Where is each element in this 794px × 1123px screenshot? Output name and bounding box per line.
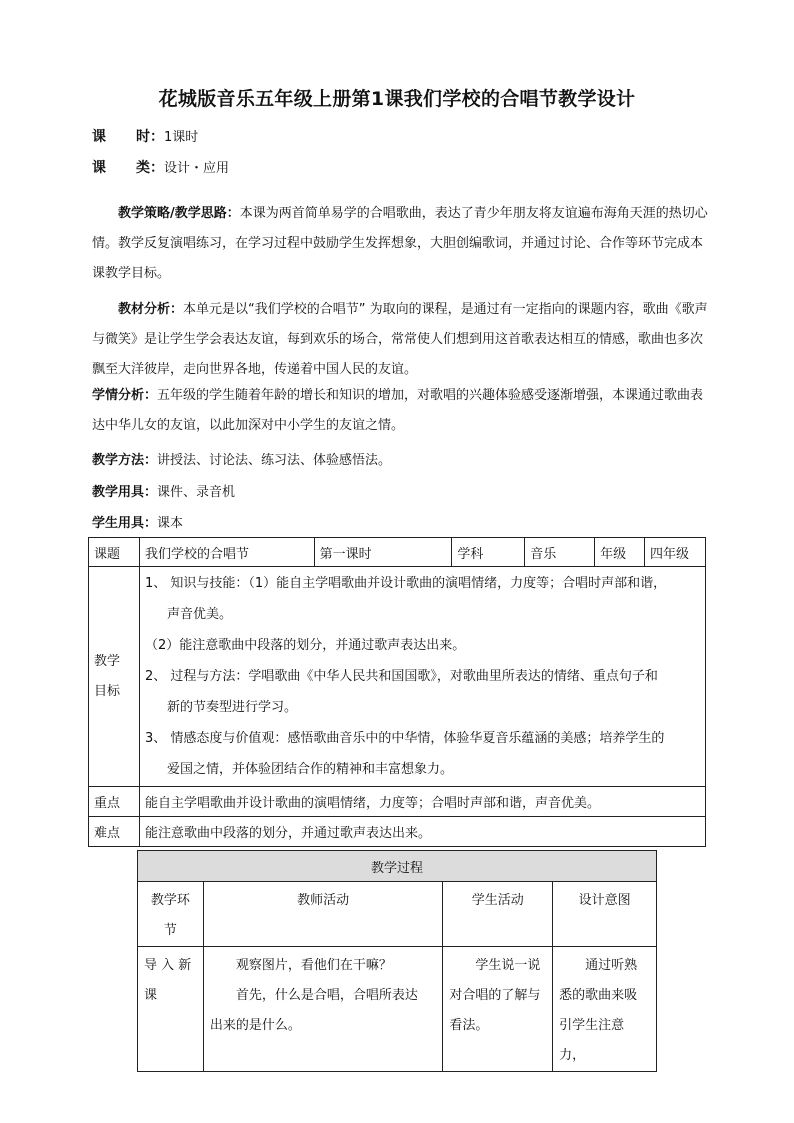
grade-label: 年级 bbox=[595, 538, 645, 567]
objectives-label: 教学目标 bbox=[89, 567, 140, 787]
student-tools-text: 课本 bbox=[157, 516, 184, 531]
topic-label: 课题 bbox=[89, 538, 140, 567]
process-row-intro bbox=[138, 947, 657, 1072]
col-student-activity: 学生活动 bbox=[443, 882, 553, 947]
difficulty-row bbox=[89, 817, 706, 847]
teaching-process-table bbox=[137, 850, 657, 1072]
material-text: 本单元是以“我们学校的合唱节” 为取向的课程，是通过有一定指向的课题内容，歌曲《歌声与微笑》是让学生学会表达友谊，每到欢乐的场合，常常使人们想到用这首歌表达相互的情感，歌曲也多次飘至大洋彼岸，走向世界各地，传递着中国人民的友谊。 bbox=[92, 302, 708, 377]
student-activity-cell: 学生说一说 对合唱的了解与 看法。 bbox=[443, 947, 553, 1072]
col-design-intent: 设计意图 bbox=[553, 882, 657, 947]
strategy-heading: 教学策略/教学思路： bbox=[118, 206, 240, 221]
methods-heading: 教学方法： bbox=[92, 453, 158, 468]
col-teacher-activity: 教师活动 bbox=[203, 882, 442, 947]
class-hours-label-a: 课 bbox=[92, 129, 106, 145]
key-point-label: 重点 bbox=[89, 787, 140, 817]
document-title: 花城版音乐五年级上册第1课我们学校的合唱节教学设计 bbox=[158, 88, 636, 110]
difficulty-label: 难点 bbox=[89, 817, 140, 847]
period-value: 第一课时 bbox=[314, 538, 452, 567]
material-heading: 教材分析： bbox=[118, 302, 184, 317]
teacher-activity-cell: 观察图片，看他们在干嘛？ 首先，什么是合唱，合唱所表达 出来的是什么。 bbox=[203, 947, 442, 1072]
subject-value: 音乐 bbox=[525, 538, 595, 567]
key-point-value: 能自主学唱歌曲并设计歌曲的演唱情绪，力度等；合唱时声部和谐，声音优美。 bbox=[139, 787, 705, 817]
class-type-label-a: 课 bbox=[92, 160, 106, 176]
objective-line: 新的节奏型进行学习。 bbox=[166, 700, 297, 715]
class-hours-line bbox=[92, 126, 198, 146]
student-tools-line bbox=[92, 512, 183, 531]
students-paragraph bbox=[92, 381, 708, 441]
tools-text: 课件、录音机 bbox=[157, 485, 236, 500]
class-type-value: 设计・应用 bbox=[164, 161, 230, 176]
strategy-text: 本课为两首简单易学的合唱歌曲，表达了青少年朋友将友谊遍布海角天涯的热切心情。教学反复演唱练习，在学习过程中鼓励学生发挥想象，大胆创编歌词，并通过讨论、合作等环节完成本课教学目标。 bbox=[92, 206, 708, 281]
class-hours-value: 1课时 bbox=[164, 130, 199, 145]
class-type-label-b: 类： bbox=[136, 160, 164, 176]
process-header: 教学过程 bbox=[138, 851, 657, 882]
tools-heading: 教学用具： bbox=[92, 485, 158, 500]
strategy-paragraph bbox=[92, 199, 708, 289]
lesson-info-table bbox=[88, 537, 706, 847]
objective-line: 声音优美。 bbox=[166, 607, 232, 622]
objectives-row bbox=[89, 567, 706, 787]
methods-line bbox=[92, 449, 391, 468]
student-tools-heading: 学生用具： bbox=[92, 516, 158, 531]
objective-line: 爱国之情，并体验团结合作的精神和丰富想象力。 bbox=[166, 762, 453, 777]
tools-line bbox=[92, 481, 235, 500]
objective-line: 2、 过程与方法：学唱歌曲《中华人民共和国国歌》，对歌曲里所表达的情绪、重点句子和 bbox=[144, 669, 658, 684]
topic-row bbox=[89, 538, 706, 567]
objective-line: （2）能注意歌曲中段落的划分，并通过歌声表达出来。 bbox=[144, 638, 466, 653]
key-point-row bbox=[89, 787, 706, 817]
methods-text: 讲授法、讨论法、练习法、体验感悟法。 bbox=[157, 453, 392, 468]
class-hours-label-b: 时： bbox=[136, 129, 164, 145]
process-columns-row bbox=[138, 882, 657, 947]
design-intent-cell: 通过听熟 悉的歌曲来吸 引学生注意力， bbox=[553, 947, 657, 1072]
stage-cell: 导 入 新 课 bbox=[138, 947, 204, 1072]
class-type-line bbox=[92, 157, 229, 177]
difficulty-value: 能注意歌曲中段落的划分，并通过歌声表达出来。 bbox=[139, 817, 705, 847]
process-header-row bbox=[138, 851, 657, 882]
students-heading: 学情分析： bbox=[92, 388, 158, 403]
topic-value: 我们学校的合唱节 bbox=[139, 538, 314, 567]
students-text: 五年级的学生随着年龄的增长和知识的增加，对歌唱的兴趣体验感受逐渐增强，本课通过歌曲表达中华儿女的友谊，以此加深对中小学生的友谊之情。 bbox=[92, 388, 704, 433]
material-paragraph bbox=[92, 295, 708, 385]
objective-line: 3、 情感态度与价值观：感悟歌曲音乐中的中华情，体验华夏音乐蕴涵的美感；培养学生的 bbox=[144, 731, 665, 746]
grade-value: 四年级 bbox=[645, 538, 706, 567]
objectives-cell bbox=[139, 567, 705, 787]
subject-label: 学科 bbox=[452, 538, 525, 567]
objective-line: 1、 知识与技能：（1）能自主学唱歌曲并设计歌曲的演唱情绪，力度等；合唱时声部和谐， bbox=[144, 576, 667, 591]
col-stage: 教学环 节 bbox=[138, 882, 204, 947]
